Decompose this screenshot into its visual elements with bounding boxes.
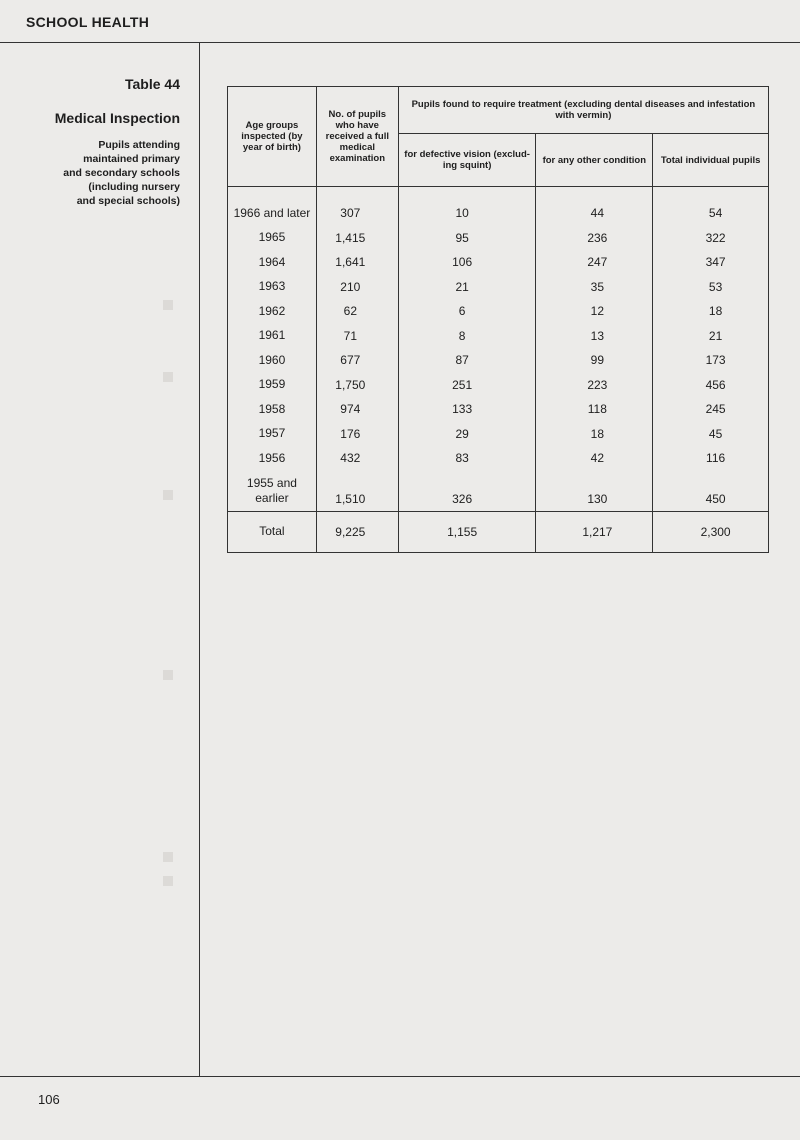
cell-other-total: 1,217 xyxy=(536,511,653,552)
cell-vision: 106 xyxy=(398,250,536,275)
cell-age: 1964 xyxy=(228,250,317,275)
cell-total: 18 xyxy=(653,299,769,324)
cell-age-total: Total xyxy=(228,511,317,552)
description-line: maintained primary xyxy=(83,153,180,165)
cell-age: 1957 xyxy=(228,422,317,447)
page-number: 106 xyxy=(38,1092,60,1107)
cell-age: 1965 xyxy=(228,226,317,251)
cell-examined: 677 xyxy=(316,348,398,373)
cell-total: 45 xyxy=(653,422,769,447)
table-row xyxy=(228,348,769,373)
cell-other: 44 xyxy=(536,187,653,226)
sidebar xyxy=(20,76,180,208)
cell-age: 1960 xyxy=(228,348,317,373)
cell-age: 1956 xyxy=(228,446,317,471)
cell-age: 1955 and earlier xyxy=(228,471,317,512)
cell-other: 18 xyxy=(536,422,653,447)
table-row xyxy=(228,422,769,447)
header-age-groups: Age groups inspected (by year of birth) xyxy=(228,87,317,187)
bleed-mark xyxy=(163,490,173,500)
cell-other: 247 xyxy=(536,250,653,275)
cell-total: 21 xyxy=(653,324,769,349)
cell-total: 347 xyxy=(653,250,769,275)
cell-vision: 6 xyxy=(398,299,536,324)
cell-other: 130 xyxy=(536,471,653,512)
cell-vision: 10 xyxy=(398,187,536,226)
cell-examined: 176 xyxy=(316,422,398,447)
cell-vision: 29 xyxy=(398,422,536,447)
header-defective-vision: for defective vision (exclud- ing squint) xyxy=(398,134,536,187)
cell-total-total: 2,300 xyxy=(653,511,769,552)
header-other-condition: for any other condition xyxy=(536,134,653,187)
cell-other: 13 xyxy=(536,324,653,349)
table-row xyxy=(228,250,769,275)
table-number: Table 44 xyxy=(125,76,180,92)
bleed-mark xyxy=(163,300,173,310)
cell-examined: 62 xyxy=(316,299,398,324)
cell-vision: 326 xyxy=(398,471,536,512)
table-row xyxy=(228,324,769,349)
column-divider xyxy=(199,43,200,1076)
header-treatment-group: Pupils found to require treatment (excluding dental diseases and infestation with vermin) xyxy=(398,87,768,134)
table-row xyxy=(228,446,769,471)
cell-examined: 974 xyxy=(316,397,398,422)
cell-other: 236 xyxy=(536,226,653,251)
cell-total: 245 xyxy=(653,397,769,422)
bleed-mark xyxy=(163,372,173,382)
top-rule xyxy=(0,42,800,43)
cell-vision: 133 xyxy=(398,397,536,422)
cell-age: 1959 xyxy=(228,373,317,398)
cell-age: 1963 xyxy=(228,275,317,300)
cell-examined: 210 xyxy=(316,275,398,300)
cell-vision: 251 xyxy=(398,373,536,398)
cell-examined: 1,750 xyxy=(316,373,398,398)
cell-vision: 21 xyxy=(398,275,536,300)
cell-total: 173 xyxy=(653,348,769,373)
cell-other: 99 xyxy=(536,348,653,373)
description-line: (including nursery xyxy=(88,181,180,193)
table-row xyxy=(228,397,769,422)
table-row xyxy=(228,373,769,398)
cell-vision: 95 xyxy=(398,226,536,251)
bleed-mark xyxy=(163,876,173,886)
total-row xyxy=(228,511,769,552)
table-row xyxy=(228,471,769,512)
cell-total: 322 xyxy=(653,226,769,251)
cell-examined: 1,510 xyxy=(316,471,398,512)
table-description xyxy=(20,138,180,208)
cell-vision: 87 xyxy=(398,348,536,373)
cell-other: 35 xyxy=(536,275,653,300)
cell-other: 12 xyxy=(536,299,653,324)
cell-examined: 307 xyxy=(316,187,398,226)
cell-age: 1966 and later xyxy=(228,187,317,226)
header-total-individual: Total individual pupils xyxy=(653,134,769,187)
medical-inspection-table xyxy=(227,86,769,553)
table-row xyxy=(228,187,769,226)
table-row xyxy=(228,226,769,251)
cell-vision-total: 1,155 xyxy=(398,511,536,552)
cell-age: 1962 xyxy=(228,299,317,324)
bottom-rule xyxy=(0,1076,800,1077)
table-row xyxy=(228,275,769,300)
cell-total: 456 xyxy=(653,373,769,398)
cell-examined: 71 xyxy=(316,324,398,349)
cell-age: 1961 xyxy=(228,324,317,349)
cell-other: 223 xyxy=(536,373,653,398)
cell-vision: 8 xyxy=(398,324,536,349)
cell-other: 42 xyxy=(536,446,653,471)
description-line: and secondary schools xyxy=(63,167,180,179)
cell-examined: 432 xyxy=(316,446,398,471)
bleed-mark xyxy=(163,852,173,862)
section-title: Medical Inspection xyxy=(54,110,180,126)
bleed-mark xyxy=(163,670,173,680)
table-row xyxy=(228,299,769,324)
cell-total: 116 xyxy=(653,446,769,471)
cell-examined: 1,415 xyxy=(316,226,398,251)
cell-total: 450 xyxy=(653,471,769,512)
description-line: and special schools) xyxy=(76,195,180,207)
cell-examined-total: 9,225 xyxy=(316,511,398,552)
header-pupils-examined: No. of pupils who have received a full medical examination xyxy=(316,87,398,187)
cell-age: 1958 xyxy=(228,397,317,422)
cell-total: 54 xyxy=(653,187,769,226)
cell-other: 118 xyxy=(536,397,653,422)
cell-vision: 83 xyxy=(398,446,536,471)
description-line: Pupils attending xyxy=(98,139,180,151)
cell-examined: 1,641 xyxy=(316,250,398,275)
running-head: SCHOOL HEALTH xyxy=(26,14,150,30)
cell-total: 53 xyxy=(653,275,769,300)
